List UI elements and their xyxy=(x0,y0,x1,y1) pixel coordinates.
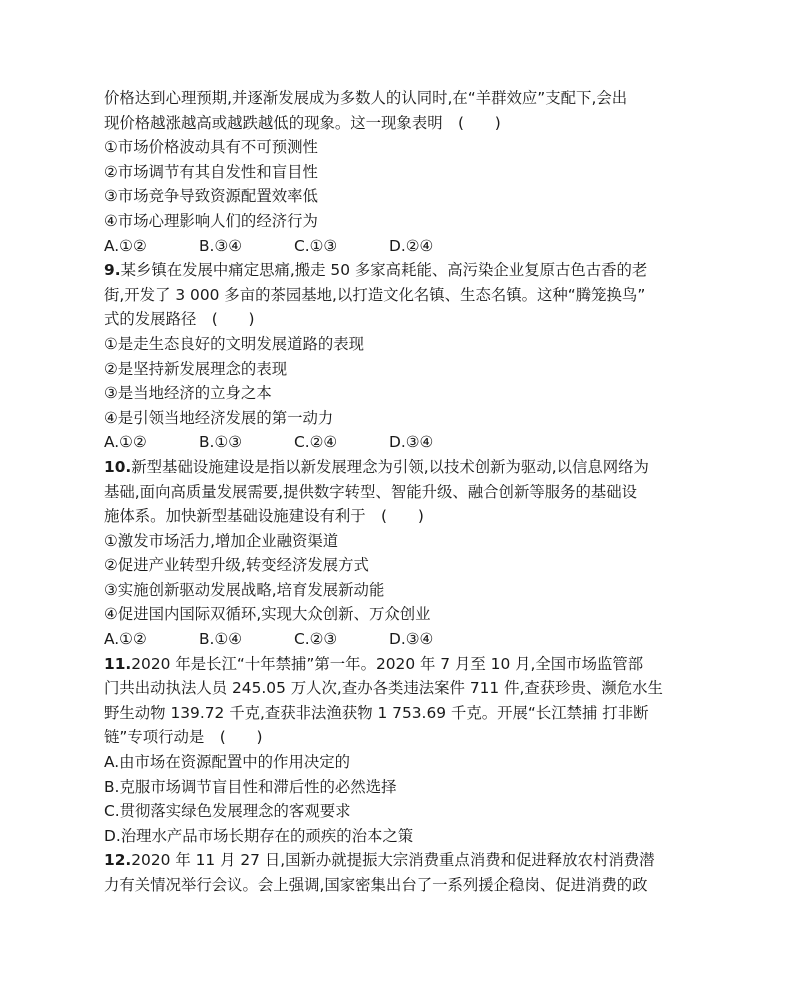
question-11-choice-c: C.贯彻落实绿色发展理念的客观要求 xyxy=(104,802,351,821)
question-number: 9. xyxy=(104,261,121,280)
question-12 xyxy=(104,848,694,897)
question-11-choice-a: A.由市场在资源配置中的作用决定的 xyxy=(104,753,351,772)
question-8-statement-1: ①市场价格波动具有不可预测性 xyxy=(104,138,318,157)
question-number: 10. xyxy=(104,457,132,476)
question-8-stem-line: 现价格越涨越高或越跌越低的现象。这一现象表明 ( ) xyxy=(104,113,501,132)
question-10-stem-line: 基础,面向高质量发展需要,提供数字转型、智能升级、融合创新等服务的基础设 xyxy=(104,482,638,501)
question-11-stem-text: 2020 年是长江“十年禁捕”第一年。2020 年 7 月至 10 月,全国市场监管部 xyxy=(131,654,644,673)
question-11 xyxy=(104,652,694,849)
option-b: B.③④ xyxy=(199,236,243,255)
question-9-statement-1: ①是走生态良好的文明发展道路的表现 xyxy=(104,334,365,353)
question-11-choice-d: D.治理水产品市场长期存在的顽疾的治本之策 xyxy=(104,826,414,845)
question-9-statement-2: ②是坚持新发展理念的表现 xyxy=(104,359,288,378)
question-9-statement-4: ④是引领当地经济发展的第一动力 xyxy=(104,408,334,427)
question-number: 12. xyxy=(104,851,132,870)
option-a: A.①② xyxy=(104,630,147,649)
question-10-stem-line: 施体系。加快新型基础设施建设有利于 ( ) xyxy=(104,507,424,526)
question-11-choice-b: B.克服市场调节盲目性和滞后性的必然选择 xyxy=(104,777,397,796)
question-9-stem-text: 某乡镇在发展中痛定思痛,搬走 50 多家高耗能、高污染企业复原古色古香的老 xyxy=(120,261,648,280)
question-8 xyxy=(104,86,694,258)
question-11-stem-line xyxy=(104,652,694,677)
question-12-stem-line: 力有关情况举行会议。会上强调,国家密集出台了一系列援企稳岗、促进消费的政 xyxy=(104,876,648,894)
question-9-stem-line xyxy=(104,258,694,283)
option-b: B.①④ xyxy=(199,630,243,649)
question-10-stem-line xyxy=(104,455,694,480)
option-a: A.①② xyxy=(104,236,147,255)
question-10-statement-1: ①激发市场活力,增加企业融资渠道 xyxy=(104,531,339,550)
question-12-stem-text: 2020 年 11 月 27 日,国新办就提振大宗消费重点消费和促进释放农村消费潜 xyxy=(131,851,655,870)
question-8-statement-3: ③市场竞争导致资源配置效率低 xyxy=(104,187,318,206)
option-c: C.②③ xyxy=(294,630,338,649)
option-c: C.①③ xyxy=(294,236,338,255)
question-10-stem-text: 新型基础设施建设是指以新发展理念为引领,以技术创新为驱动,以信息网络为 xyxy=(131,457,649,476)
question-9 xyxy=(104,258,694,455)
question-8-statement-2: ②市场调节有其自发性和盲目性 xyxy=(104,162,318,181)
question-10-statement-2: ②促进产业转型升级,转变经济发展方式 xyxy=(104,556,369,575)
question-11-stem-line: 门共出动执法人员 245.05 万人次,查办各类违法案件 711 件,查获珍贵、濒危水生 xyxy=(104,679,663,698)
option-d: D.③④ xyxy=(389,630,434,649)
question-9-statement-3: ③是当地经济的立身之本 xyxy=(104,384,272,403)
question-11-stem-line: 野生动物 139.72 千克,查获非法渔获物 1 753.69 千克。开展“长江禁捕 打非断 xyxy=(104,703,649,722)
question-9-stem-line: 式的发展路径 ( ) xyxy=(104,310,255,329)
question-12-stem-line xyxy=(104,848,694,873)
option-d: D.③④ xyxy=(389,433,434,452)
question-8-options xyxy=(104,234,694,259)
question-9-stem-line: 街,开发了 3 000 多亩的茶园基地,以打造文化名镇、生态名镇。这种“腾笼换鸟” xyxy=(104,285,646,304)
question-8-statement-4: ④市场心理影响人们的经济行为 xyxy=(104,211,318,230)
option-c: C.②④ xyxy=(294,433,338,452)
question-10-options xyxy=(104,627,694,652)
option-a: A.①② xyxy=(104,433,147,452)
question-8-stem-line: 价格达到心理预期,并逐渐发展成为多数人的认同时,在“羊群效应”支配下,会出 xyxy=(104,89,628,107)
question-10 xyxy=(104,455,694,652)
question-number: 11. xyxy=(104,654,132,673)
question-10-statement-3: ③实施创新驱动发展战略,培育发展新动能 xyxy=(104,580,385,599)
exam-content xyxy=(104,86,694,898)
question-11-stem-line: 链”专项行动是 ( ) xyxy=(104,728,263,747)
question-9-options xyxy=(104,430,694,455)
question-10-statement-4: ④促进国内国际双循环,实现大众创新、万众创业 xyxy=(104,605,431,624)
option-d: D.②④ xyxy=(389,236,434,255)
option-b: B.①③ xyxy=(199,433,243,452)
